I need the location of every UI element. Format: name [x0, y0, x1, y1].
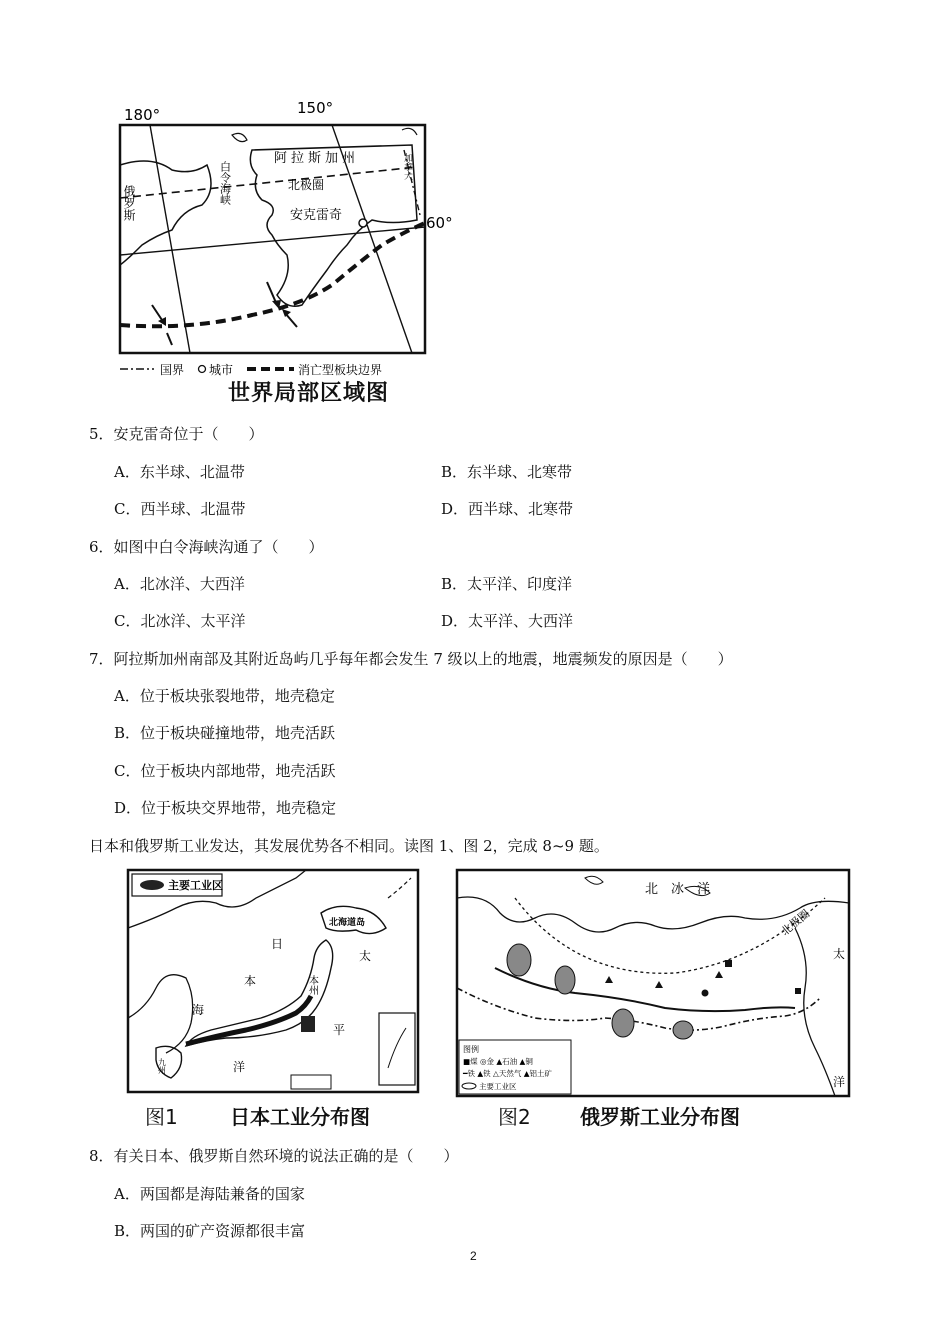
kyushu-label: 九州: [157, 1058, 167, 1074]
honshu-label: 本州: [306, 975, 318, 995]
question-8-option-a[interactable]: A．两国都是海陆兼备的国家: [114, 1185, 305, 1203]
pacific-char-1: 太: [359, 949, 372, 963]
russia-legend-row3: 主要工业区: [479, 1082, 517, 1091]
pacific-char-3: 洋: [233, 1060, 246, 1074]
question-7-option-d[interactable]: D．位于板块交界地带，地壳稳定: [114, 799, 337, 817]
legend-border: 国界: [160, 363, 185, 377]
anchorage-label: 安克雷奇: [290, 208, 343, 223]
question-8-option-b[interactable]: B．两国的矿产资源都很丰富: [114, 1222, 306, 1240]
question-7-stem: 7．阿拉斯加州南部及其附近岛屿几乎每年都会发生 7 级以上的地震，地震频发的原因是（ ）: [89, 650, 733, 668]
pacific-label-top: 太: [833, 947, 846, 961]
japan-map-svg: [126, 868, 422, 1098]
world-region-map-svg: [112, 95, 453, 415]
question-5-option-b[interactable]: B．东半球、北寒带: [441, 463, 573, 481]
arctic-circle-label: 北极圈: [288, 178, 325, 192]
alaska-label: 阿拉斯加州: [274, 151, 360, 166]
question-7-option-b[interactable]: B．位于板块碰撞地带，地壳活跃: [114, 724, 336, 742]
question-7-option-c[interactable]: C．位于板块内部地带，地壳活跃: [114, 762, 336, 780]
russia-legend-title: 图例: [463, 1045, 479, 1054]
question-6-stem: 6．如图中白令海峡沟通了（ ）: [89, 538, 324, 556]
russia-industry-map: [455, 868, 853, 1100]
pacific-char-2: 平: [333, 1023, 346, 1037]
world-region-map: [112, 95, 453, 415]
question-5-stem: 5．安克雷奇位于（ ）: [89, 425, 264, 443]
question-6-option-c[interactable]: C．北冰洋、太平洋: [114, 612, 246, 630]
russia-map-caption: 俄罗斯工业分布图: [580, 1105, 740, 1129]
pacific-label-bottom: 洋: [833, 1075, 846, 1089]
question-5-option-a[interactable]: A．东半球、北温带: [114, 463, 245, 481]
hokkaido-label: 北海道岛: [329, 918, 366, 928]
question-5-option-c[interactable]: C．西半球、北温带: [114, 500, 246, 518]
map1-caption: 世界局部区域图: [228, 381, 390, 406]
legend-city: 城市: [209, 363, 234, 377]
question-6-option-d[interactable]: D．太平洋、大西洋: [441, 612, 574, 630]
japan-map-caption: 日本工业分布图: [230, 1105, 370, 1129]
question-5-option-d[interactable]: D．西半球、北寒带: [441, 500, 574, 518]
page-number: 2: [470, 1249, 477, 1263]
japan-fig-number: 图1: [145, 1105, 178, 1129]
sea-of-japan-char-2: 本: [244, 974, 257, 988]
question-6-option-b[interactable]: B．太平洋、印度洋: [441, 575, 573, 593]
canada-label: 加拿大: [402, 153, 412, 180]
question-8-stem: 8．有关日本、俄罗斯自然环境的说法正确的是（ ）: [89, 1147, 459, 1165]
russia-legend-row1: ■煤 ◎金 ▲石油 ▲铜: [463, 1057, 533, 1066]
russia-arctic-circle-label: 北极圈: [778, 907, 813, 939]
intro-8-9: 日本和俄罗斯工业发达，其发展优势各不相同。读图 1、图 2，完成 8~9 题。: [89, 837, 609, 855]
sea-of-japan-char-1: 日: [271, 937, 284, 951]
legend-boundary: 消亡型板块边界: [298, 363, 383, 377]
question-6-option-a[interactable]: A．北冰洋、大西洋: [114, 575, 245, 593]
russia-label: 俄罗斯: [122, 185, 136, 221]
japan-legend-text: 主要工业区: [168, 879, 223, 892]
japan-industry-map: [126, 868, 422, 1098]
lon-150-label: 150°: [297, 99, 334, 117]
bering-label: 白令海峡: [218, 161, 232, 205]
russia-fig-number: 图2: [498, 1105, 531, 1129]
arctic-ocean-label: 北 冰 洋: [645, 882, 711, 897]
sea-of-japan-char-3: 海: [192, 1003, 205, 1017]
russia-legend-row2: ━铁 ▲铁 △天然气 ▲铝土矿: [463, 1069, 552, 1078]
lon-180-label: 180°: [124, 106, 161, 124]
russia-map-svg: [455, 868, 853, 1100]
lat-60-label: 60°: [426, 214, 453, 232]
question-7-option-a[interactable]: A．位于板块张裂地带，地壳稳定: [114, 687, 335, 705]
